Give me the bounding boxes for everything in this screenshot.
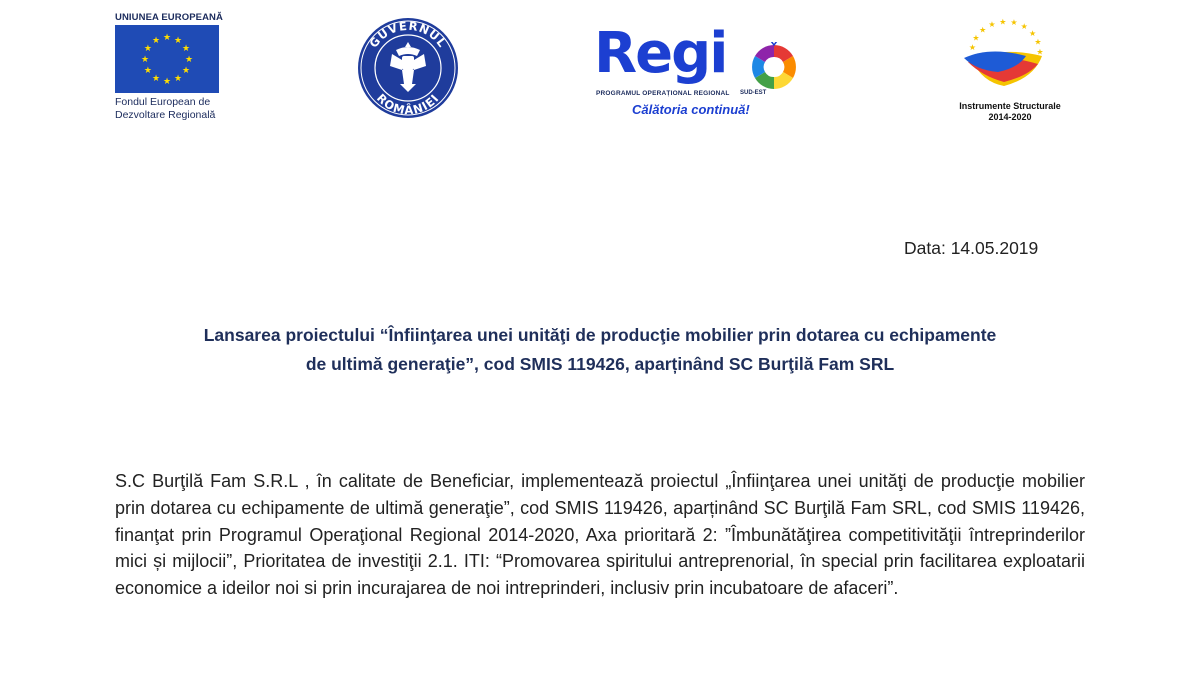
regio-region-text: SUD-EST — [740, 90, 767, 96]
is-star-icon: ★ — [999, 17, 1007, 27]
document-title — [100, 321, 1100, 379]
document-title-line2: de ultimă generaţie”, cod SMIS 119426, aparținând SC Burţilă Fam SRL — [305, 354, 895, 374]
eu-star-icon: ★ — [182, 43, 191, 53]
regio-logo — [594, 21, 814, 124]
regio-tagline: Călătoria continuă! — [632, 102, 750, 117]
is-star-icon: ★ — [1010, 18, 1018, 28]
guvernul-romaniei-seal — [356, 16, 460, 120]
svg-text:ROMÂNIEI: ROMÂNIEI — [373, 90, 443, 118]
instrumente-structurale-emblem-icon — [942, 12, 1072, 102]
eu-fund-line1: Fondul European de — [115, 96, 211, 108]
document-date: Data: 14.05.2019 — [904, 238, 1039, 258]
instrumente-structurale-logo — [942, 12, 1072, 132]
is-star-icon: ★ — [968, 43, 977, 53]
logo-header — [0, 0, 1200, 140]
eu-star-icon: ★ — [143, 65, 152, 75]
eu-star-icon: ★ — [173, 34, 183, 45]
eu-star-icon: ★ — [151, 34, 161, 45]
is-star-icon: ★ — [988, 20, 996, 30]
document-body-paragraph: S.C Burţilă Fam S.R.L , în calitate de Beneficiar, implementează proiectul „Înfiinţarea unei unităţi de producţie mobilier prin dotarea cu echipamente de ultimă generaţie”, cod SMIS 119426, aparținând SC Burţilă Fam SRL, cod SMIS 119426, finanţat prin Programul Operaţional Regional 2014-2020, Axa prioritară 2: ”Îmbunătăţirea competitivităţii întreprinderilor mici și mijlocii”, Prioritatea de investiţii 2.1. ITI: “Promovarea spiritului antreprenorial, în special prin facilitarea exploatarii economice a ideilor noi si prin incurajarea de noi intreprinderi, inclusiv prin incubatoare de afaceri”. — [115, 471, 1085, 599]
is-star-icon: ★ — [1034, 37, 1042, 47]
eu-star-icon: ★ — [151, 73, 161, 84]
eu-logo-top-text: UNIUNEA EUROPEANĂ — [115, 12, 223, 23]
is-star-icon: ★ — [1020, 22, 1028, 32]
eu-fund-line2: Dezvoltare Regională — [115, 109, 216, 121]
eu-star-icon: ★ — [182, 65, 191, 75]
regio-color-ring-icon — [746, 42, 802, 92]
eu-star-icon: ★ — [184, 54, 194, 64]
is-star-icon: ★ — [1028, 28, 1037, 38]
eu-star-icon: ★ — [140, 54, 150, 64]
regio-program-text: PROGRAMUL OPERAȚIONAL REGIONAL — [596, 90, 730, 97]
document-title-line1: Lansarea proiectului “Înfiinţarea unei unităţi de producţie mobilier prin dotarea cu echipamente — [203, 325, 997, 345]
is-star-icon: ★ — [1036, 47, 1044, 57]
svg-text:GUVERNUL: GUVERNUL — [366, 18, 450, 51]
instrumente-line1: Instrumente Structurale — [959, 101, 1061, 111]
eu-flag-icon — [115, 25, 219, 93]
instrumente-structurale-caption — [948, 101, 1072, 123]
eu-star-icon: ★ — [143, 43, 152, 53]
eu-logo-bottom-text — [115, 96, 230, 122]
instrumente-line2: 2014-2020 — [988, 112, 1032, 122]
is-star-icon: ★ — [979, 25, 987, 35]
regio-wordmark: Regi — [594, 21, 727, 86]
eu-star-icon: ★ — [162, 76, 172, 86]
eu-logo — [115, 12, 230, 122]
is-star-icon: ★ — [972, 33, 980, 43]
eu-star-icon: ★ — [162, 32, 172, 42]
eu-star-icon: ★ — [173, 73, 183, 84]
